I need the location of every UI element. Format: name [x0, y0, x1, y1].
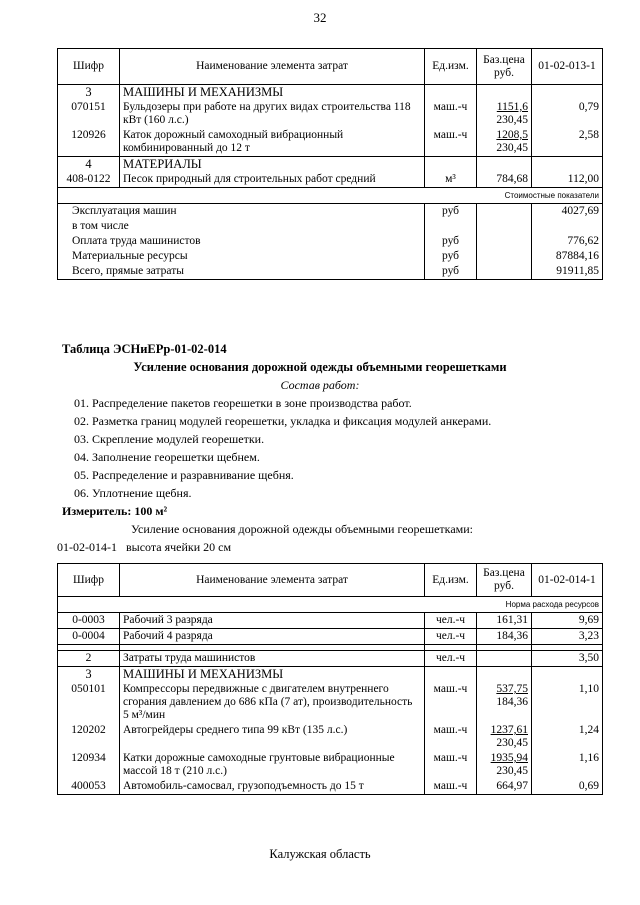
cost-name: Всего, прямые затраты [58, 264, 425, 280]
price-value: 537,75 [496, 683, 528, 695]
work-step: 04. Заполнение георешетки щебнем. [74, 450, 260, 464]
section-title: МАШИНЫ И МЕХАНИЗМЫ [120, 667, 425, 683]
subtitle: Усиление основания дорожной одежды объемными георешетками: [131, 522, 473, 536]
row-value: 2,58 [532, 128, 603, 157]
table-row [58, 779, 603, 795]
work-step: 02. Разметка границ модулей георешетки, укладка и фиксация модулей анкерами. [74, 414, 492, 428]
row-code: 0-0004 [58, 629, 120, 645]
price-wage: 230,45 [496, 114, 528, 126]
table-row [58, 100, 603, 128]
row-price [477, 723, 532, 751]
composition-title: Состав работ: [280, 378, 360, 392]
row-unit: маш.-ч [425, 682, 477, 723]
work-steps [74, 394, 491, 502]
header-name: Наименование элемента затрат [120, 564, 425, 597]
row-value: 1,24 [532, 723, 603, 751]
row-unit: м³ [425, 172, 477, 188]
cost-row [58, 204, 603, 220]
row-price [477, 751, 532, 779]
table-row [58, 651, 603, 667]
section-number: 2 [58, 651, 120, 667]
row-code: 408-0122 [58, 172, 120, 188]
cost-name: в том числе [58, 219, 425, 234]
table-row [58, 682, 603, 723]
table-row [58, 172, 603, 188]
cost-unit: руб [425, 249, 477, 264]
row-name: Автомобиль-самосвал, грузоподъемность до 15 т [120, 779, 425, 795]
page-footer: Калужская область [269, 847, 371, 861]
work-step: 05. Распределение и разравнивание щебня. [74, 468, 294, 482]
section-number: 4 [58, 157, 120, 173]
cost-row [58, 264, 603, 280]
price-wage: 184,36 [496, 696, 528, 708]
section-title: МАТЕРИАЛЫ [120, 157, 425, 173]
header-unit: Ед.изм. [425, 49, 477, 85]
row-value: 0,79 [532, 100, 603, 128]
norm-header: Норма расхода ресурсов [58, 597, 603, 613]
cost-value: 776,62 [532, 234, 603, 249]
row-value: 9,69 [532, 613, 603, 629]
price-value: 1151,6 [496, 101, 528, 113]
cost-unit: руб [425, 204, 477, 220]
work-step: 03. Скрепление модулей георешетки. [74, 432, 265, 446]
page-number: 32 [313, 10, 327, 25]
cost-unit: руб [425, 264, 477, 280]
row-name: Автогрейдеры среднего типа 99 кВт (135 л.с.) [120, 723, 425, 751]
row-unit: маш.-ч [425, 751, 477, 779]
header-price: Баз.цена руб. [477, 49, 532, 85]
row-name: Рабочий 4 разряда [120, 629, 425, 645]
row-value: 0,69 [532, 779, 603, 795]
row-value: 3,50 [532, 651, 603, 667]
price-wage: 230,45 [496, 737, 528, 749]
cost-name: Оплата труда машинистов [58, 234, 425, 249]
cost-value: 87884,16 [532, 249, 603, 264]
header-norm: 01-02-014-1 [532, 564, 603, 597]
section-number: 3 [58, 85, 120, 101]
price-value: 1935,94 [490, 752, 528, 764]
row-name: Песок природный для строительных работ средний [120, 172, 425, 188]
row-value: 112,00 [532, 172, 603, 188]
row-unit: чел.-ч [425, 629, 477, 645]
row-code: 400053 [58, 779, 120, 795]
row-price: 184,36 [477, 629, 532, 645]
row-name: Компрессоры передвижные с двигателем внутреннего сгорания давлением до 686 кПа (7 ат), производительность 5 м³/мин [120, 682, 425, 723]
row-value: 1,10 [532, 682, 603, 723]
row-value: 3,23 [532, 629, 603, 645]
price-wage: 230,45 [496, 142, 528, 154]
header-unit: Ед.изм. [425, 564, 477, 597]
work-step: 06. Уплотнение щебня. [74, 486, 192, 500]
price-value: 1237,61 [490, 724, 528, 736]
price-value: 1208,5 [496, 129, 528, 141]
cost-row [58, 234, 603, 249]
meter: Измеритель: 100 м² [62, 504, 168, 518]
row-unit: чел.-ч [425, 651, 477, 667]
row-price: 664,97 [477, 779, 532, 795]
row-unit: маш.-ч [425, 723, 477, 751]
row-code: 120934 [58, 751, 120, 779]
row-price [477, 128, 532, 157]
row-name: Каток дорожный самоходный вибрационный комбинированный до 12 т [120, 128, 425, 157]
variant-line: 01-02-014-1 высота ячейки 20 см [57, 540, 232, 554]
header-norm: 01-02-013-1 [532, 49, 603, 85]
resource-table-013 [57, 48, 603, 280]
cost-unit: руб [425, 234, 477, 249]
row-price [477, 100, 532, 128]
row-price: 161,31 [477, 613, 532, 629]
cost-row [58, 249, 603, 264]
cost-name: Материальные ресурсы [58, 249, 425, 264]
row-price: 784,68 [477, 172, 532, 188]
row-code: 050101 [58, 682, 120, 723]
work-step: 01. Распределение пакетов георешетки в зоне производства работ. [74, 396, 412, 410]
table-row [58, 613, 603, 629]
row-unit: маш.-ч [425, 128, 477, 157]
row-code: 120926 [58, 128, 120, 157]
row-name: Затраты труда машинистов [120, 651, 425, 667]
table-row [58, 751, 603, 779]
row-code: 070151 [58, 100, 120, 128]
row-code: 0-0003 [58, 613, 120, 629]
row-code: 120202 [58, 723, 120, 751]
row-name: Бульдозеры при работе на других видах строительства 118 кВт (160 л.с.) [120, 100, 425, 128]
header-name: Наименование элемента затрат [120, 49, 425, 85]
row-unit: чел.-ч [425, 613, 477, 629]
table-row [58, 629, 603, 645]
section-heading: Усиление основания дорожной одежды объемными георешетками [133, 360, 507, 374]
cost-row [58, 219, 603, 234]
cost-value: 4027,69 [532, 204, 603, 220]
section-title: МАШИНЫ И МЕХАНИЗМЫ [120, 85, 425, 101]
row-name: Рабочий 3 разряда [120, 613, 425, 629]
price-wage: 230,45 [496, 765, 528, 777]
row-price [477, 682, 532, 723]
table-row [58, 723, 603, 751]
cost-indicators-header: Стоимостные показатели [58, 188, 603, 204]
table-row [58, 128, 603, 157]
cost-value: 91911,85 [532, 264, 603, 280]
header-price: Баз.цена руб. [477, 564, 532, 597]
cost-name: Эксплуатация машин [58, 204, 425, 220]
header-code: Шифр [58, 49, 120, 85]
resource-table-014 [57, 563, 603, 795]
section-number: 3 [58, 667, 120, 683]
row-name: Катки дорожные самоходные грунтовые вибрационные массой 18 т (210 л.с.) [120, 751, 425, 779]
row-unit: маш.-ч [425, 779, 477, 795]
row-unit: маш.-ч [425, 100, 477, 128]
header-code: Шифр [58, 564, 120, 597]
row-value: 1,16 [532, 751, 603, 779]
table-label: Таблица ЭСНиЕРр-01-02-014 [62, 342, 227, 356]
